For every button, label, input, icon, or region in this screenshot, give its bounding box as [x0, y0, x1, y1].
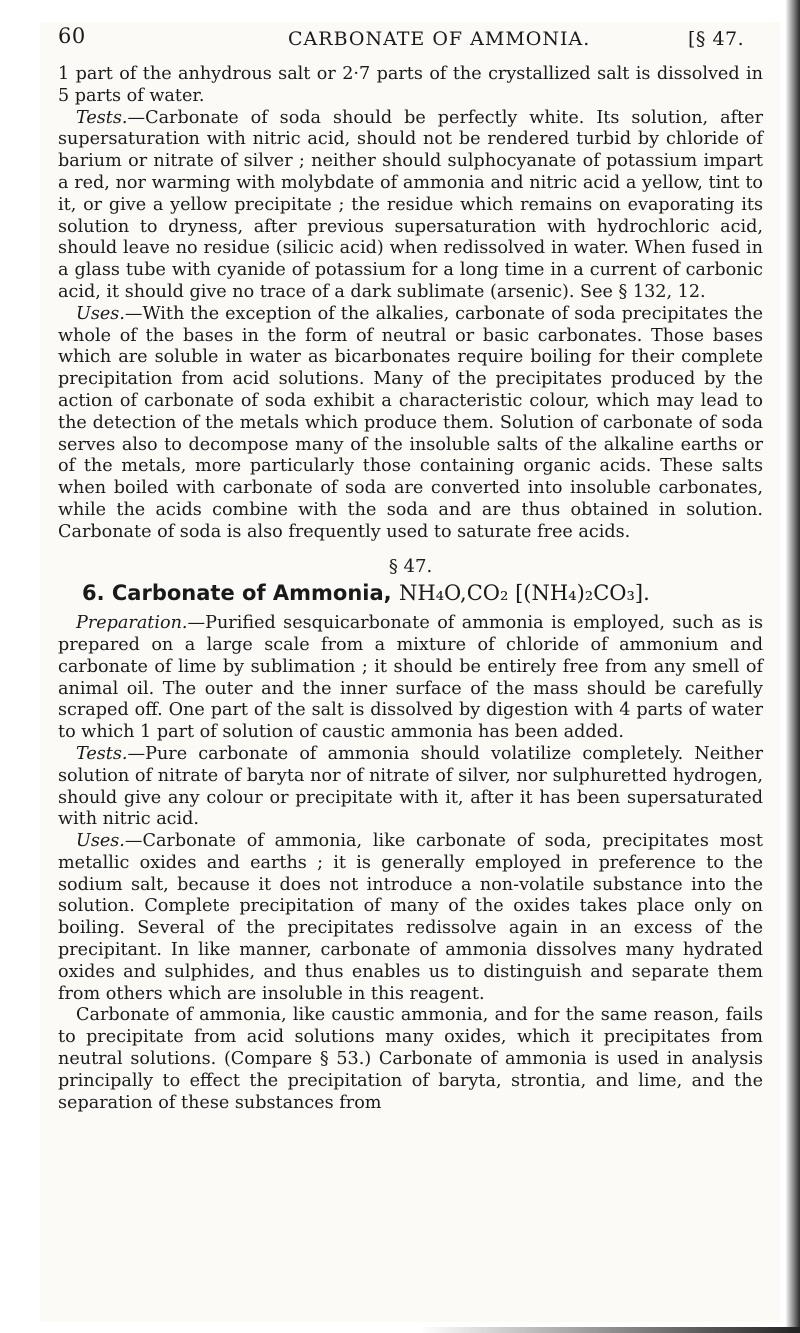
- page-number: 60: [58, 24, 86, 48]
- section-heading: [58, 583, 763, 605]
- heading-formula: NH₄O,CO₂ [(NH₄)₂CO₃].: [398, 581, 650, 606]
- section-mark: § 47.: [388, 555, 433, 577]
- paragraph-lead: Uses.: [76, 831, 125, 852]
- paragraph-lead: Tests.: [76, 743, 128, 764]
- paragraph-uses-ammonia: Uses.—Carbonate of ammonia, like carbonate of soda, precipitates most metallic oxides and earths ; it is generally employed in preference to the sodium salt, because it does not introduce a non-volatile substance into the solution. Complete precipitation of many of the oxides takes place only on boiling. Several of the precipitates redissolve again in an excess of the precipitant. In like manner, carbonate of ammonia dissolves many hydrated oxides and sulphides, and thus enables us to distinguish and separate them from others which are insoluble in this reagent.: [58, 831, 763, 1004]
- paragraph-preparation: Preparation.—Purified sesquicarbonate of ammonia is employed, such as is prepared on a large scale from a mixture of chloride of ammonium and carbonate of lime by sublimation ; it should be entirely free from any smell of animal oil. The outer and the inner surface of the mass should be carefully scraped off. One part of the salt is dissolved by digestion with 4 parts of water to which 1 part of solution of caustic ammonia has been added.: [58, 613, 763, 743]
- page-bottom-shadow: [420, 1327, 800, 1333]
- page-edge-shadow: [786, 0, 800, 1333]
- paragraph-final: Carbonate of ammonia, like caustic ammonia, and for the same reason, fails to precipitate from acid solutions many oxides, which it precipitates from neutral solutions. (Compare § 53.) Carbonate of ammonia is used in analysis principally to effect the precipitation of baryta, strontia, and lime, and the separation of these substances from: [58, 1005, 763, 1113]
- heading-title: 6. Carbonate of Ammonia,: [82, 581, 392, 606]
- paragraph-lead: Tests.: [76, 107, 128, 128]
- body-text: [58, 64, 763, 1114]
- paragraph-tests-soda: Tests.—Carbonate of soda should be perfectly white. Its solution, after supersaturation with nitric acid, should not be rendered turbid by chloride of barium or nitrate of silver ; neither should sulphocyanate of potassium impart a red, nor warming with molybdate of ammonia and nitric acid a yellow, tint to it, or give a yellow precipitate ; the residue which remains on evaporating its solution to dryness, after previous supersaturation with hydrochloric acid, should leave no residue (silicic acid) when redissolved in water. When fused in a glass tube with cyanide of potassium for a long time in a current of carbonic acid, it should give no trace of a dark sublimate (arsenic). See § 132, 12.: [58, 107, 763, 302]
- paragraph-continuation: 1 part of the anhydrous salt or 2·7 parts of the crystallized salt is dissolved in 5 parts of water.: [58, 64, 763, 106]
- paragraph-tests-ammonia: Tests.—Pure carbonate of ammonia should volatilize completely. Neither solution of nitrate of baryta nor of nitrate of silver, nor sulphuretted hydrogen, should give any colour or precipitate with it, after it has been supersaturated with nitric acid.: [58, 743, 763, 830]
- paragraph-uses-soda: Uses.—With the exception of the alkalies, carbonate of soda precipitates the whole of the bases in the form of neutral or basic carbonates. Those bases which are soluble in water as bicarbonates require boiling for their complete precipitation from acid solutions. Many of the precipitates produced by the action of carbonate of soda exhibit a characteristic colour, which may lead to the detection of the metals which produce them. Solution of carbonate of soda serves also to decompose many of the insoluble salts of the alkaline earths or of the metals, more particularly those containing organic acids. These salts when boiled with carbonate of soda are converted into insoluble carbonates, while the acids combine with the soda and are thus obtained in solution. Carbonate of soda is also frequently used to saturate free acids.: [58, 303, 763, 542]
- paragraph-lead: Uses.: [76, 303, 125, 324]
- page-header: [58, 24, 758, 56]
- running-title: CARBONATE OF AMMONIA.: [288, 28, 591, 50]
- paragraph-lead: Preparation.: [76, 613, 188, 634]
- section-reference: [§ 47.: [688, 28, 745, 50]
